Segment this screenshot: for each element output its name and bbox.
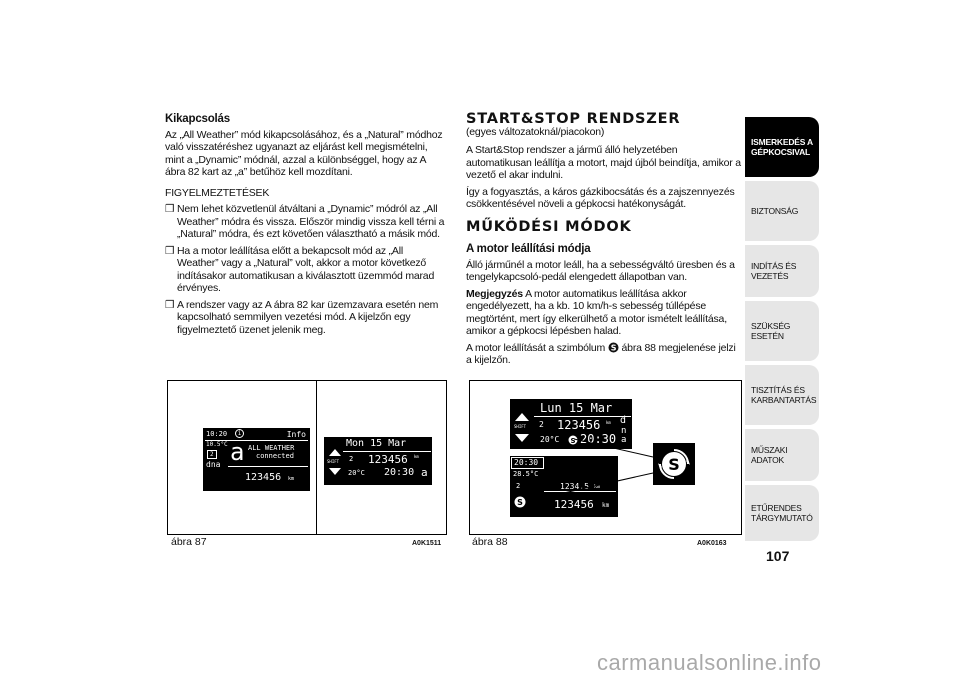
tab-inditas[interactable]: INDÍTÁS ÉS VEZETÉS xyxy=(745,245,819,297)
paragraph: Így a fogyasztás, a káros gázkibocsátás és a zajszennyezés csökkentésével növeli a gépkocsi hatékonyságát. xyxy=(466,185,735,210)
tab-muszaki[interactable]: MŰSZAKI ADATOK xyxy=(745,429,819,481)
warning-title: FIGYELMEZTETÉSEK xyxy=(165,186,270,199)
mode-letter: a xyxy=(230,438,245,466)
info-icon: i xyxy=(235,429,244,438)
page-number: 107 xyxy=(766,548,790,564)
note-label: Megjegyzés xyxy=(466,287,523,300)
warning-bullet: ❒ Nem lehet közvetlenül átváltani a „Dynamic” módról az „All Weather” módra és vissza. Először mindig vissza kell térni a „Natural” módra, és ezt követően választható a másik mód. xyxy=(165,203,445,240)
warning-bullet: ❒ Ha a motor leállítása előtt a bekapcsolt mód az „All Weather” vagy a „Natural” volt, akkor a motor következő indításakor automatikusan a kiválasztott üzemmód marad érvényes. xyxy=(165,244,435,294)
tab-ismerkedes[interactable]: ISMERKEDÉS A GÉPKOCSIVAL xyxy=(745,117,819,177)
display-screen-top: Lun 15 Mar SHIFT 2 123456 km d n a 20°C S 20:30 xyxy=(510,399,632,449)
checkbox-bullet-icon: ❒ xyxy=(165,244,175,257)
svg-text:S: S xyxy=(610,342,617,352)
start-stop-icon xyxy=(653,443,695,485)
figure-87-code: A0K1511 xyxy=(412,540,442,547)
figure-88-code: A0K0163 xyxy=(697,540,727,547)
svg-text:S: S xyxy=(668,455,680,474)
note-paragraph: Megjegyzés A motor automatikus leállítása akkor engedélyezett, ha a kb. 10 km/h-s sebesség túllépése megtörtént, mert így elkerülhető a motor ismételt leállítása, amikor a gépkocsi lépésben halad. xyxy=(466,287,727,337)
subtitle: (egyes változatoknál/piacokon) xyxy=(466,125,605,138)
figure-87 xyxy=(167,380,447,535)
figure-87-caption: ábra 87 xyxy=(171,536,207,548)
checkbox-bullet-icon: ❒ xyxy=(165,298,175,311)
subsection-heading: A motor leállítási módja xyxy=(466,243,591,255)
figure-88-caption: ábra 88 xyxy=(472,536,508,548)
tab-szukseg[interactable]: SZÜKSÉG ESETÉN xyxy=(745,301,819,361)
display-screen-left: 10:20 i Info 10.5°C 2 dna a ALL WEATHER connected 123456 km xyxy=(203,428,310,491)
callout-lines xyxy=(470,381,741,534)
display-screen-right: Mon 15 Mar SHIFT 2 123456 km 20°C 20:30 a xyxy=(324,437,432,485)
tab-biztonsag[interactable]: BIZTONSÁG xyxy=(745,181,819,241)
display-screen-bottom: 20:30 28.5°C 2 1234.5 km S 123456 km xyxy=(510,456,618,517)
paragraph: A Start&Stop rendszer a jármű álló helyzetében automatikusan leállítja a motort, majd újból beindítja, amikor a vezető el akar indulni. xyxy=(466,144,741,181)
svg-text:S: S xyxy=(517,498,523,507)
svg-text:S: S xyxy=(570,437,576,445)
paragraph: Az „All Weather” mód kikapcsolásához, és a „Natural” módhoz való visszatéréshez ugyanazt az eljárást kell megismételni, mint a „Dynamic” módnál, azzal a különbséggel, hogy az A ábra 82 kart az „a” betűhöz kell mozdítani. xyxy=(165,128,443,178)
tab-tisztitas[interactable]: TISZTÍTÁS ÉS KARBANTARTÁS xyxy=(745,365,819,425)
start-stop-symbol-enlarged xyxy=(653,443,695,485)
right-column xyxy=(466,113,742,371)
warning-bullet: ❒ A rendszer vagy az A ábra 82 kar üzemzavara esetén nem kapcsolható semmilyen vezetési mód. A kijelzőn egy figyelmeztető üzenet jelenik meg. xyxy=(165,298,439,336)
paragraph: A motor leállítását a szimbólum S ábra 88 megjelenése jelzi a kijelzőn. xyxy=(466,341,736,366)
left-column xyxy=(165,113,447,340)
tab-targymutato[interactable]: ETŰRENDES TÁRGYMUTATÓ xyxy=(745,485,819,541)
section-title: MŰKÖDÉSI MÓDOK xyxy=(466,218,632,235)
figure-88 xyxy=(469,380,742,535)
shift-up-icon xyxy=(329,449,341,456)
shift-down-icon xyxy=(329,468,341,475)
page-title: START&STOP RENDSZER xyxy=(466,111,681,127)
start-stop-icon xyxy=(608,342,619,353)
watermark: carmanualsonline.info xyxy=(597,650,822,675)
checkbox-bullet-icon: ❒ xyxy=(165,203,175,215)
paragraph: Álló járműnél a motor leáll, ha a sebességváltó üresben és a tengelykapcsoló-pedál elengedett állapotban van. xyxy=(466,258,735,283)
section-heading-kikapcsolas: Kikapcsolás xyxy=(165,113,230,125)
